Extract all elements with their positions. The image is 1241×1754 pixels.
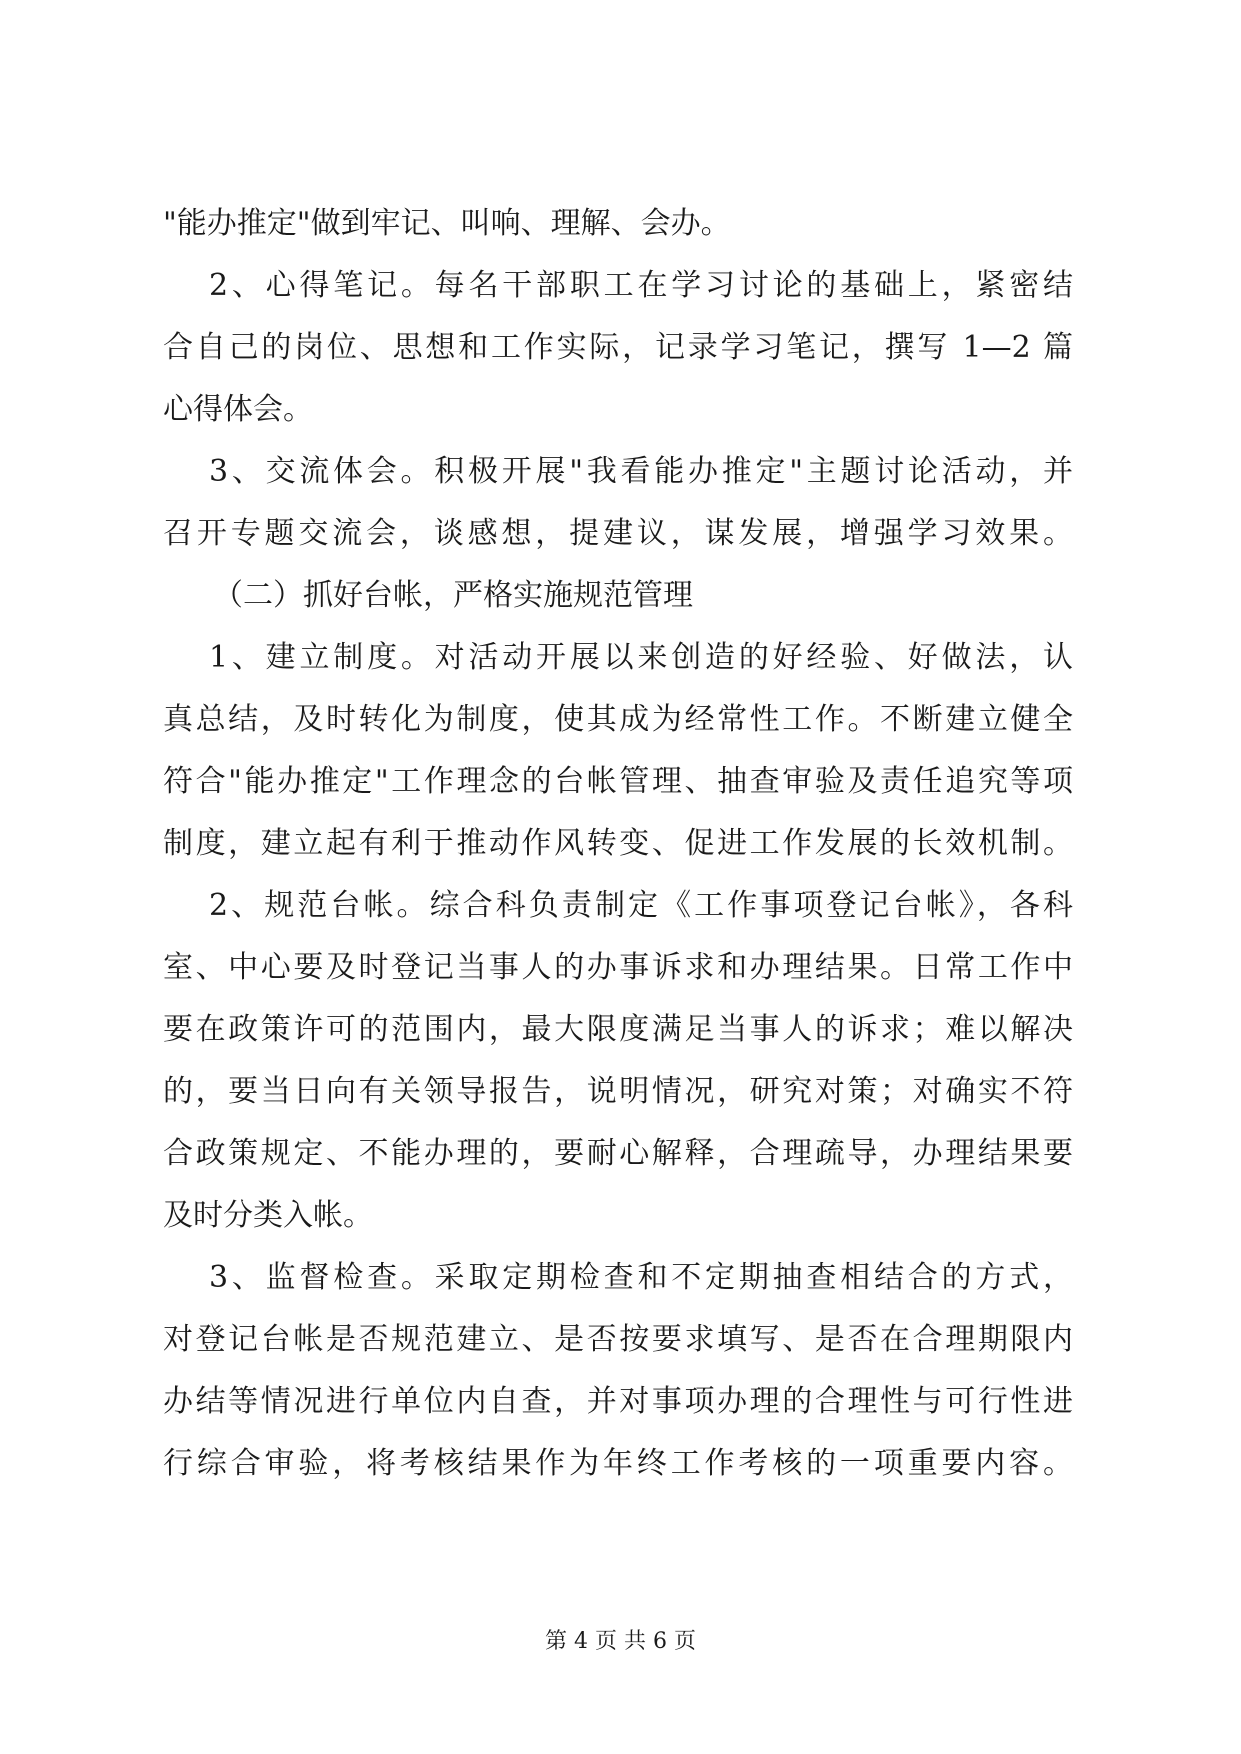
text-line: 3、交流体会。积极开展"我看能办推定"主题讨论活动，并 — [209, 454, 1073, 489]
section-heading: （二）抓好台帐，严格实施规范管理 — [213, 578, 693, 613]
text-line: 要在政策许可的范围内，最大限度满足当事人的诉求；难以解决 — [163, 1012, 1073, 1047]
text-line: 合政策规定、不能办理的，要耐心解释，合理疏导，办理结果要 — [163, 1136, 1073, 1171]
text-line: 1、建立制度。对活动开展以来创造的好经验、好做法，认 — [209, 640, 1073, 675]
text-line: 及时分类入帐。 — [163, 1198, 373, 1233]
text-line: 行综合审验，将考核结果作为年终工作考核的一项重要内容。 — [163, 1446, 1073, 1481]
text-line: 制度，建立起有利于推动作风转变、促进工作发展的长效机制。 — [163, 826, 1073, 861]
text-line: 召开专题交流会，谈感想，提建议，谋发展，增强学习效果。 — [163, 516, 1073, 551]
text-line: 合自己的岗位、思想和工作实际，记录学习笔记，撰写 1—2 篇 — [163, 330, 1073, 365]
text-line: 真总结，及时转化为制度，使其成为经常性工作。不断建立健全 — [163, 702, 1073, 737]
text-line: 3、监督检查。采取定期检查和不定期抽查相结合的方式， — [209, 1260, 1073, 1295]
page-number-footer: 第 4 页 共 6 页 — [545, 1629, 696, 1654]
text-line: 2、规范台帐。综合科负责制定《工作事项登记台帐》，各科 — [209, 888, 1073, 923]
text-line: "能办推定"做到牢记、叫响、理解、会办。 — [163, 206, 731, 241]
text-line: 办结等情况进行单位内自查，并对事项办理的合理性与可行性进 — [163, 1384, 1073, 1419]
text-line: 对登记台帐是否规范建立、是否按要求填写、是否在合理期限内 — [163, 1322, 1073, 1357]
text-line: 2、心得笔记。每名干部职工在学习讨论的基础上，紧密结 — [209, 268, 1073, 303]
text-line: 符合"能办推定"工作理念的台帐管理、抽查审验及责任追究等项 — [163, 764, 1073, 799]
text-line: 心得体会。 — [163, 392, 313, 427]
text-line: 的，要当日向有关领导报告，说明情况，研究对策；对确实不符 — [163, 1074, 1073, 1109]
text-line: 室、中心要及时登记当事人的办事诉求和办理结果。日常工作中 — [163, 950, 1073, 985]
